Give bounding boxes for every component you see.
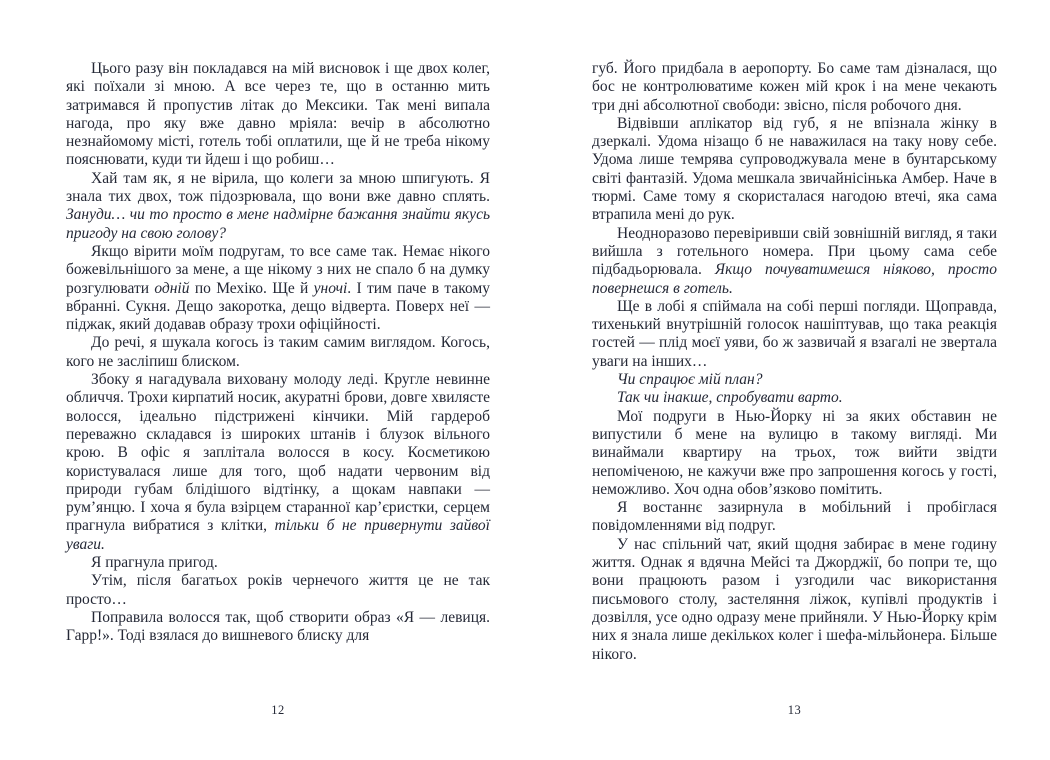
text-segment: Збоку я нагадувала виховану молоду леді. Кругле невинне обличчя. Трохи кирпатий носик, акуратні брови, довге хвилясте волосся, ідеально підстрижені кінчики. Мій гардероб переважно складався із широких штанів і блузок вільного крою. В офіс я заплітала волосся в косу. Косметикою користувалася лише для того, щоб надати червоним від природи губам блідішого відтінку, а щокам навпаки — рум’янцю. І хоча я була взірцем старанної кар’єристки, серцем прагнула вибратися з клітки,	[66, 371, 490, 535]
text-segment: До речі, я шукала когось із таким самим виглядом. Когось, кого не засліпиш блиском.	[66, 334, 490, 370]
paragraph	[592, 408, 997, 499]
text-segment: Поправила волосся так, щоб створити образ «Я — левиця. Гарр!». Тоді взялася до вишневого блиску для	[66, 608, 490, 645]
text-segment: Хай там як, я не вірила, що колеги за мною шпигують. Я знала тих двох, тож підозрювала, що вони вже давно сплять.	[66, 169, 490, 206]
text-segment: Відвівши аплікатор від губ, я не впізнала жінку в дзеркалі. Удома нізащо б не наважилася на таку нову себе. Удома лише темрява супроводжувала мене в бунтарському світі фантазій. Удома мешкала звичайнісінька Амбер. Наче в тюрмі. Саме тому я скористалася нагодою втечі, яка сама втрапила мені до рук.	[592, 114, 997, 224]
paragraph	[592, 499, 997, 536]
text-segment: Неодноразово перевіривши свій зовнішній вигляд, я таки вийшла з готельного номера. При цьому сама себе підбадьорювала.	[592, 224, 997, 279]
paragraph	[592, 536, 997, 664]
paragraph	[592, 225, 997, 298]
paragraph	[592, 298, 997, 371]
paragraph	[592, 371, 997, 389]
paragraph	[592, 389, 997, 407]
text-segment: . І тим паче в такому вбранні. Сукня. Дещо закоротка, дещо відверта. Поверх неї — піджак, який додавав образу трохи офіційності.	[66, 279, 490, 334]
text-segment: Ще в лобі я спіймала на собі перші погляди. Щоправда, тихенький внутрішній голосок нашіптував, що така реакція гостей — плід моєї уяви, бо ж зазвичай я взагалі не звертала уваги на інших…	[592, 297, 997, 370]
paragraph	[592, 115, 997, 225]
italic-text-segment: Так чи інакше, спробувати варто.	[617, 389, 843, 407]
paragraph	[592, 60, 997, 115]
paragraph	[66, 572, 490, 609]
text-segment: Цього разу він покладався на мій висновок і ще двох колег, які поїхали зі мною. А все через те, що в останню мить затримався й пропустив літак до Мексики. Так мені випала нагода, про яку вже давно мріяла: вечір в абсолютно незнайомому місті, готель тобі оплатили, ще й не треба нікому пояснювати, куди ти йдеш і що робиш…	[66, 60, 490, 169]
text-segment: У нас спільний чат, який щодня забирає в мене годину життя. Однак я вдячна Мейсі та Джорджії, бо попри те, що вони працюють разом і узгодили час використання письмового столу, застеляння ліжок, купівлі продуктів і дозвілля, усе одно одразу мене прийняли. У Нью-Йорку крім них я знала лише декількох колег і шефа-мільйонера. Більше нікого.	[592, 535, 997, 663]
paragraph	[66, 334, 490, 371]
italic-text-segment: одній	[154, 279, 190, 297]
paragraph	[66, 371, 490, 554]
page-number-right: 13	[787, 703, 802, 717]
italic-text-segment: уночі	[313, 279, 348, 297]
text-segment: Утім, після багатьох років чернечого життя це не так просто…	[66, 572, 490, 608]
page-number-left: 12	[271, 703, 285, 717]
paragraph	[66, 609, 490, 646]
paragraph	[66, 243, 490, 334]
paragraph	[66, 60, 490, 170]
text-segment: губ. Його придбала в аеропорту. Бо саме там дізналася, що бос не контролюватиме кожен мій крок і на мене чекають три дні абсолютної свободи: звісно, після робочого дня.	[592, 60, 997, 114]
text-segment: Мої подруги в Нью-Йорку ні за яких обставин не випустили б мене на вулицю в такому вигляді. Ми винаймали квартиру на трьох, тож вийти звідти непоміченою, не кажучи вже про запрошення когось у гості, неможливо. Хоч одна обов’язково помітить.	[592, 407, 997, 498]
text-segment: Я прагнула пригод.	[91, 554, 218, 572]
page-12-text-column	[66, 60, 490, 646]
italic-text-segment: Чи спрацює мій план?	[617, 371, 763, 389]
text-segment: по Мехіко. Ще й	[189, 279, 314, 297]
italic-text-segment: Зануди… чи то просто в мене надмірне бажання знайти якусь пригоду на свою голову?	[66, 206, 490, 242]
paragraph	[66, 554, 490, 572]
text-segment: Якщо вірити моїм подругам, то все саме так. Немає нікого божевільнішого за мене, а ще нікому з них не спало б на думку розгулювати	[66, 242, 490, 297]
paragraph	[66, 170, 490, 243]
italic-text-segment: Якщо почуватимешся ніяково, просто повернешся в готель.	[592, 261, 997, 297]
text-segment: Я востаннє зазирнула в мобільний і пробіглася повідомленнями від подруг.	[592, 499, 997, 535]
italic-text-segment: тільки б не привернути зайвої уваги.	[66, 517, 490, 553]
page-13-text-column	[592, 60, 997, 664]
